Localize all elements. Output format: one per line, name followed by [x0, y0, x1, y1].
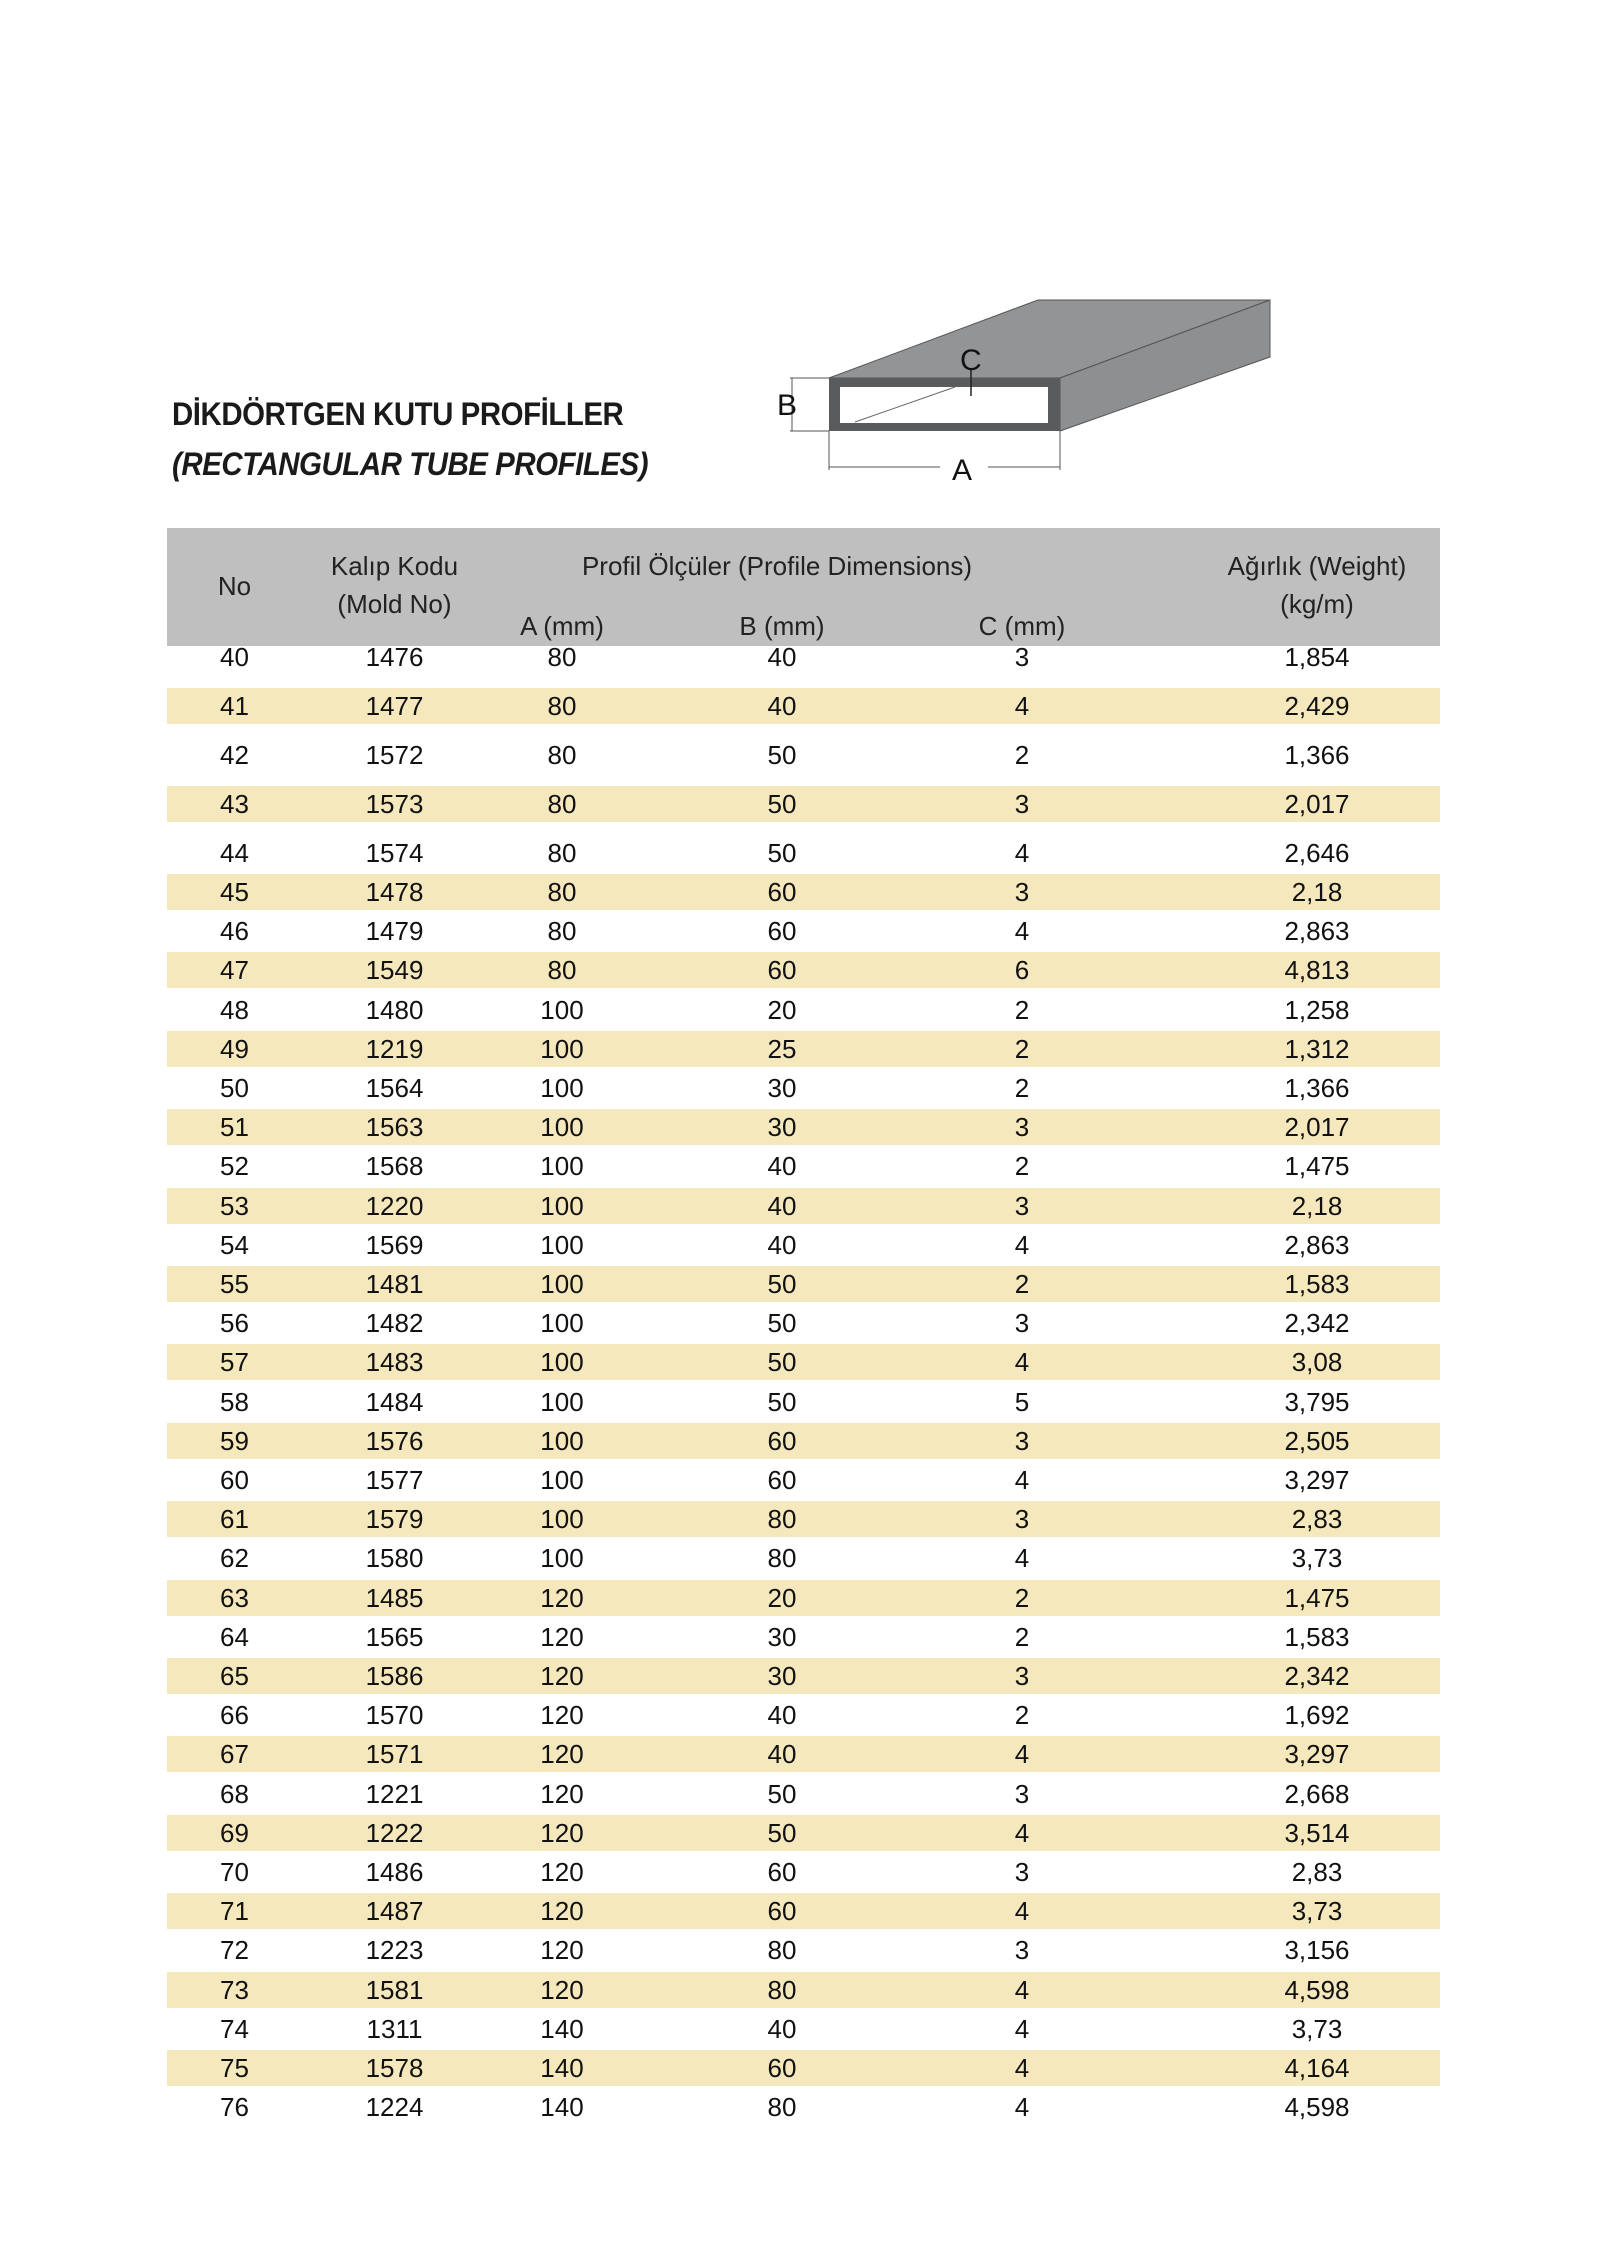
table-row: [167, 1305, 1440, 1341]
cell-b: 40: [767, 1739, 797, 1770]
cell-a: 80: [547, 955, 577, 986]
table-row: [167, 786, 1440, 822]
cell-no: 61: [220, 1504, 249, 1535]
cell-no: 56: [220, 1308, 249, 1339]
cell-b: 30: [767, 1661, 797, 1691]
table-row: [167, 1658, 1440, 1694]
cell-a: 120: [540, 1739, 584, 1770]
cell-no: 66: [220, 1700, 249, 1731]
cell-c: 4: [1014, 691, 1030, 721]
cell-a: 120: [540, 1935, 584, 1966]
cell-w: 2,863: [1284, 1229, 1350, 1260]
cell-no: 42: [220, 740, 249, 770]
cell-c: 3: [1014, 1661, 1030, 1691]
cell-a: 80: [547, 691, 577, 721]
table-row: [167, 737, 1440, 773]
cell-a: 80: [547, 877, 577, 907]
cell-b: 50: [767, 740, 797, 770]
cell-w: 1,854: [1284, 642, 1350, 672]
cell-mold: 1568: [365, 1151, 424, 1182]
cell-no: 73: [220, 1974, 249, 2005]
header-a: A (mm): [520, 611, 604, 641]
cell-a: 100: [540, 1112, 584, 1143]
cell-c: 3: [1014, 1112, 1030, 1143]
header-weight-line2: (kg/m): [1280, 589, 1354, 619]
table-row: [167, 2089, 1440, 2125]
cell-w: 2,18: [1291, 877, 1343, 907]
cell-mold: 1580: [365, 1543, 424, 1574]
header-mold-line1: Kalıp Kodu: [330, 551, 459, 581]
cell-mold: 1221: [365, 1778, 424, 1809]
cell-a: 100: [540, 1347, 584, 1378]
table-row: [167, 1384, 1440, 1420]
cell-b: 50: [767, 1778, 797, 1809]
cell-no: 58: [220, 1386, 249, 1417]
cell-c: 3: [1014, 1935, 1030, 1966]
cell-b: 40: [767, 642, 797, 672]
cell-c: 4: [1014, 1817, 1030, 1848]
cell-mold: 1485: [365, 1582, 424, 1613]
cell-w: 2,429: [1284, 691, 1350, 721]
cell-b: 40: [767, 691, 797, 721]
table-row: [167, 1109, 1440, 1145]
cell-mold: 1569: [365, 1229, 424, 1260]
label-c: C: [960, 344, 982, 377]
table-row: [167, 1344, 1440, 1380]
cell-no: 44: [220, 838, 249, 868]
cell-c: 3: [1014, 1190, 1030, 1221]
cell-w: 4,813: [1284, 955, 1350, 986]
cell-mold: 1574: [365, 838, 424, 868]
cell-mold: 1484: [365, 1386, 424, 1417]
cell-no: 71: [220, 1896, 249, 1927]
cell-b: 80: [767, 1504, 797, 1535]
cell-no: 60: [220, 1465, 249, 1495]
cell-a: 80: [547, 642, 577, 672]
cell-c: 3: [1014, 1778, 1030, 1809]
cell-c: 5: [1014, 1386, 1030, 1417]
cell-no: 72: [220, 1935, 249, 1966]
cell-c: 2: [1014, 1700, 1030, 1731]
table-header: [167, 528, 1440, 646]
header-no: No: [217, 571, 252, 601]
cell-mold: 1576: [365, 1425, 424, 1456]
cell-b: 60: [767, 2053, 797, 2083]
page-title: DİKDÖRTGEN KUTU PROFİLLER: [172, 396, 624, 432]
cell-no: 68: [220, 1778, 249, 1809]
cell-a: 80: [547, 789, 577, 819]
cell-c: 4: [1014, 2013, 1030, 2044]
cell-no: 55: [220, 1269, 249, 1299]
cell-no: 69: [220, 1817, 249, 1848]
table-row: [167, 1540, 1440, 1576]
cell-c: 4: [1014, 1896, 1030, 1927]
cell-b: 60: [767, 1896, 797, 1927]
cell-w: 1,475: [1284, 1582, 1350, 1613]
cell-a: 100: [540, 1543, 584, 1574]
cell-w: 3,514: [1284, 1817, 1350, 1848]
cell-b: 50: [767, 1308, 797, 1339]
cell-w: 1,692: [1284, 1700, 1350, 1731]
cell-c: 4: [1014, 2053, 1030, 2083]
cell-b: 30: [767, 1073, 797, 1103]
cell-b: 80: [767, 1935, 797, 1966]
cell-no: 40: [220, 642, 249, 672]
cell-mold: 1483: [365, 1347, 424, 1378]
cell-b: 40: [767, 1229, 797, 1260]
header-c: C (mm): [978, 611, 1066, 641]
cell-b: 80: [767, 2092, 797, 2123]
cell-a: 140: [540, 2013, 584, 2044]
cell-w: 2,646: [1284, 838, 1350, 868]
cell-c: 4: [1014, 2092, 1030, 2123]
cell-b: 50: [767, 1269, 797, 1299]
table-row: [167, 688, 1440, 724]
table-row: [167, 2050, 1440, 2086]
cell-mold: 1577: [365, 1465, 424, 1495]
cell-a: 100: [540, 994, 584, 1025]
cell-w: 2,863: [1284, 916, 1350, 947]
cell-no: 65: [220, 1661, 249, 1691]
table-row: [167, 1893, 1440, 1929]
table-row: [167, 874, 1440, 910]
cell-a: 100: [540, 1504, 584, 1535]
cell-a: 120: [540, 1700, 584, 1731]
cell-b: 60: [767, 955, 797, 986]
cell-w: 1,583: [1284, 1621, 1350, 1652]
table-row: [167, 1031, 1440, 1067]
cell-w: 2,017: [1284, 789, 1350, 819]
table-row: [167, 1266, 1440, 1302]
cell-no: 51: [220, 1112, 249, 1143]
cell-no: 63: [220, 1582, 249, 1613]
cell-a: 100: [540, 1229, 584, 1260]
cell-b: 60: [767, 916, 797, 947]
cell-no: 47: [220, 955, 249, 986]
cell-a: 120: [540, 1582, 584, 1613]
cell-a: 100: [540, 1269, 584, 1299]
cell-b: 20: [767, 1582, 797, 1613]
cell-a: 80: [547, 740, 577, 770]
cell-b: 40: [767, 1700, 797, 1731]
cell-a: 100: [540, 1033, 584, 1064]
cell-a: 120: [540, 1817, 584, 1848]
cell-w: 2,017: [1284, 1112, 1350, 1143]
cell-no: 54: [220, 1229, 249, 1260]
cell-mold: 1572: [365, 740, 424, 770]
cell-b: 80: [767, 1974, 797, 2005]
cell-mold: 1570: [365, 1700, 424, 1731]
label-a: A: [952, 454, 973, 487]
table-row: [167, 1501, 1440, 1537]
cell-mold: 1581: [365, 1974, 424, 2005]
cell-w: 1,312: [1284, 1033, 1350, 1064]
table-row: [167, 1148, 1440, 1184]
cell-c: 3: [1014, 789, 1030, 819]
cell-w: 4,164: [1284, 2053, 1350, 2083]
cell-w: 3,297: [1284, 1739, 1350, 1770]
cell-mold: 1220: [365, 1190, 424, 1221]
profiles-table: [167, 528, 1440, 2123]
table-row: [167, 1227, 1440, 1263]
cell-mold: 1549: [365, 955, 424, 986]
cell-no: 49: [220, 1033, 249, 1064]
cell-w: 1,258: [1284, 994, 1350, 1025]
cell-w: 3,795: [1284, 1386, 1350, 1417]
table-row: [167, 1462, 1440, 1498]
cell-mold: 1479: [365, 916, 424, 947]
cell-no: 43: [220, 789, 249, 819]
cell-c: 4: [1014, 1974, 1030, 2005]
cell-no: 67: [220, 1739, 249, 1770]
cell-a: 120: [540, 1778, 584, 1809]
cell-w: 1,475: [1284, 1151, 1350, 1182]
table-row: [167, 1815, 1440, 1851]
cell-a: 80: [547, 916, 577, 947]
cell-mold: 1486: [365, 1857, 424, 1887]
cell-w: 3,73: [1291, 2013, 1343, 2044]
cell-no: 53: [220, 1190, 249, 1221]
header-weight-line1: Ağırlık (Weight): [1227, 551, 1407, 581]
cell-c: 4: [1014, 1229, 1030, 1260]
cell-b: 60: [767, 877, 797, 907]
cell-w: 1,583: [1284, 1269, 1350, 1299]
cell-c: 4: [1014, 1739, 1030, 1770]
cell-mold: 1222: [365, 1817, 424, 1848]
label-b: B: [777, 389, 798, 422]
cell-no: 41: [220, 691, 249, 721]
table-row: [167, 1188, 1440, 1224]
cell-c: 3: [1014, 642, 1030, 672]
cell-w: 4,598: [1284, 1974, 1350, 2005]
cell-w: 3,73: [1291, 1543, 1343, 1574]
cell-w: 3,73: [1291, 1896, 1343, 1927]
table-row: [167, 913, 1440, 949]
cell-w: 2,668: [1284, 1778, 1350, 1809]
cell-mold: 1477: [365, 691, 424, 721]
cell-c: 2: [1014, 740, 1030, 770]
table-row: [167, 1932, 1440, 1968]
table-row: [167, 1697, 1440, 1733]
table-row: [167, 992, 1440, 1028]
cell-w: 1,366: [1284, 740, 1350, 770]
cell-a: 100: [540, 1425, 584, 1456]
cell-a: 120: [540, 1974, 584, 2005]
cell-no: 45: [220, 877, 249, 907]
cell-b: 40: [767, 1190, 797, 1221]
cell-c: 4: [1014, 1465, 1030, 1495]
cell-no: 57: [220, 1347, 249, 1378]
cell-a: 100: [540, 1308, 584, 1339]
cell-mold: 1219: [365, 1033, 424, 1064]
rectangular-tube-diagram: [760, 290, 1360, 490]
cell-b: 40: [767, 1151, 797, 1182]
cell-c: 4: [1014, 1347, 1030, 1378]
header-mold-line2: (Mold No): [337, 589, 452, 619]
table-row: [167, 952, 1440, 988]
cell-mold: 1478: [365, 877, 424, 907]
cell-no: 48: [220, 994, 249, 1025]
cell-c: 3: [1014, 1425, 1030, 1456]
cell-a: 80: [547, 838, 577, 868]
cell-b: 50: [767, 1817, 797, 1848]
cell-mold: 1480: [365, 994, 424, 1025]
cell-mold: 1223: [365, 1935, 424, 1966]
cell-c: 2: [1014, 994, 1030, 1025]
cell-mold: 1311: [366, 2013, 423, 2044]
cell-a: 140: [540, 2092, 584, 2123]
cell-b: 30: [767, 1112, 797, 1143]
cell-c: 4: [1014, 838, 1030, 868]
header-dimensions: Profil Ölçüler (Profile Dimensions): [581, 551, 973, 581]
table-row: [167, 1619, 1440, 1655]
cell-b: 50: [767, 838, 797, 868]
cell-b: 20: [767, 994, 797, 1025]
cell-c: 6: [1014, 955, 1030, 986]
cell-mold: 1487: [365, 1896, 424, 1927]
cell-mold: 1224: [365, 2092, 424, 2123]
cell-c: 4: [1014, 916, 1030, 947]
cell-c: 2: [1014, 1033, 1030, 1064]
cell-a: 100: [540, 1190, 584, 1221]
table-row: [167, 835, 1440, 871]
cell-a: 120: [540, 1857, 584, 1887]
cell-w: 2,83: [1291, 1504, 1343, 1535]
cell-no: 50: [220, 1073, 249, 1103]
cell-c: 2: [1014, 1073, 1030, 1103]
table-row: [167, 1070, 1440, 1106]
cell-a: 120: [540, 1621, 584, 1652]
table-row: [167, 1580, 1440, 1616]
cell-c: 2: [1014, 1269, 1030, 1299]
cell-b: 80: [767, 1543, 797, 1574]
cell-mold: 1563: [365, 1112, 424, 1143]
cell-a: 100: [540, 1465, 584, 1495]
cell-b: 50: [767, 1386, 797, 1417]
cell-no: 62: [220, 1543, 249, 1574]
cell-c: 2: [1014, 1151, 1030, 1182]
cell-mold: 1482: [365, 1308, 424, 1339]
cell-no: 74: [220, 2013, 249, 2044]
table-row: [167, 1854, 1440, 1890]
cell-c: 3: [1014, 1504, 1030, 1535]
cell-b: 30: [767, 1621, 797, 1652]
cell-c: 2: [1014, 1582, 1030, 1613]
cell-no: 46: [220, 916, 249, 947]
cell-mold: 1586: [365, 1661, 424, 1691]
cell-no: 59: [220, 1425, 249, 1456]
cell-a: 100: [540, 1151, 584, 1182]
table-row: [167, 1972, 1440, 2008]
cell-mold: 1476: [365, 642, 424, 672]
cell-w: 2,342: [1284, 1661, 1350, 1691]
cell-w: 3,156: [1284, 1935, 1350, 1966]
table-row: [167, 2011, 1440, 2047]
cell-mold: 1573: [365, 789, 424, 819]
cell-a: 120: [540, 1661, 584, 1691]
cell-b: 60: [767, 1425, 797, 1456]
cell-a: 100: [540, 1073, 584, 1103]
table-row: [167, 1736, 1440, 1772]
cell-b: 25: [767, 1033, 797, 1064]
table-row: [167, 1423, 1440, 1459]
cell-w: 4,598: [1284, 2092, 1350, 2123]
cell-c: 3: [1014, 877, 1030, 907]
cell-mold: 1481: [365, 1269, 424, 1299]
cell-a: 120: [540, 1896, 584, 1927]
cell-w: 2,505: [1284, 1425, 1350, 1456]
cell-w: 2,83: [1291, 1857, 1343, 1887]
cell-no: 64: [220, 1621, 249, 1652]
cell-no: 52: [220, 1151, 249, 1182]
table-row: [167, 639, 1440, 675]
cell-w: 2,18: [1291, 1190, 1343, 1221]
cell-mold: 1578: [365, 2053, 424, 2083]
cell-b: 60: [767, 1465, 797, 1495]
cell-b: 40: [767, 2013, 797, 2044]
cell-c: 3: [1014, 1308, 1030, 1339]
cell-c: 3: [1014, 1857, 1030, 1887]
cell-w: 2,342: [1284, 1308, 1350, 1339]
cell-c: 2: [1014, 1621, 1030, 1652]
cell-mold: 1564: [365, 1073, 424, 1103]
cell-mold: 1579: [365, 1504, 424, 1535]
cell-mold: 1571: [365, 1739, 424, 1770]
cell-c: 4: [1014, 1543, 1030, 1574]
cell-w: 3,297: [1284, 1465, 1350, 1495]
cell-a: 140: [540, 2053, 584, 2083]
table-row: [167, 1776, 1440, 1812]
cell-no: 76: [220, 2092, 249, 2123]
cell-a: 100: [540, 1386, 584, 1417]
cell-w: 3,08: [1291, 1347, 1343, 1378]
header-b: B (mm): [739, 611, 825, 641]
cell-b: 60: [767, 1857, 797, 1887]
cell-mold: 1565: [365, 1621, 424, 1652]
cell-b: 50: [767, 1347, 797, 1378]
cell-no: 75: [220, 2053, 249, 2083]
cell-w: 1,366: [1284, 1073, 1350, 1103]
cell-no: 70: [220, 1857, 249, 1887]
page-subtitle: (RECTANGULAR TUBE PROFILES): [172, 446, 649, 482]
cell-b: 50: [767, 789, 797, 819]
